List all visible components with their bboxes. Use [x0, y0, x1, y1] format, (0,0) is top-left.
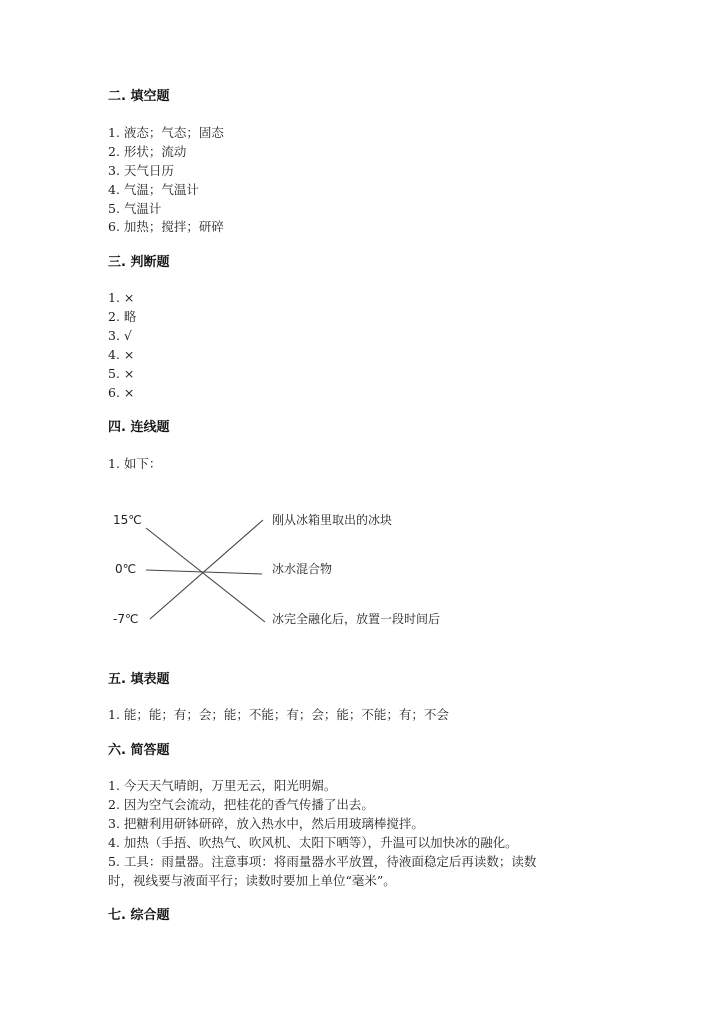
matching-diagram	[100, 500, 480, 640]
answer-line: 6. 加热；搅拌；研碎	[108, 219, 224, 234]
answer-line: 6. ×	[108, 385, 135, 400]
answer-line: 4. 加热（手捂、吹热气、吹风机、太阳下晒等），升温可以加快冰的融化。	[108, 835, 518, 850]
answer-line: 3. 把糖利用研钵研碎，放入热水中，然后用玻璃棒搅拌。	[108, 816, 424, 831]
answer-line: 1. 能；能；有；会；能；不能；有；会；能；不能；有；不会	[108, 707, 449, 722]
answer-line: 2. 因为空气会流动，把桂花的香气传播了出去。	[108, 797, 374, 812]
answer-line: 时，视线要与液面平行；读数时要加上单位“毫米”。	[108, 873, 396, 888]
answer-line: 5. 工具：雨量器。注意事项：将雨量器水平放置，待液面稳定后再读数；读数	[108, 854, 537, 869]
answer-line: 3. 天气日历	[108, 163, 174, 178]
answer-line: 5. ×	[108, 366, 135, 381]
left-label-15c: 15℃	[113, 513, 142, 527]
answer-line: 1. 今天天气晴朗，万里无云，阳光明媚。	[108, 778, 337, 793]
answer-line: 2. 略	[108, 309, 137, 324]
section-title-table-fill: 五. 填表题	[108, 672, 170, 687]
answer-line: 2. 形状；流动	[108, 144, 187, 159]
answer-line: 5. 气温计	[108, 201, 162, 216]
section-title-short-answer: 六. 简答题	[108, 743, 170, 758]
right-label-ice-water-mixture: 冰水混合物	[272, 562, 333, 576]
answer-line: 1. ×	[108, 290, 135, 305]
answer-line: 3. √	[108, 328, 132, 343]
section-title-matching: 四. 连线题	[108, 420, 170, 435]
match-line-15c	[146, 528, 265, 622]
match-line-minus7c	[150, 520, 263, 619]
section-title-fill-blank: 二. 填空题	[108, 89, 170, 104]
right-label-ice-melted: 冰完全融化后，放置一段时间后	[272, 612, 441, 626]
answer-line: 1. 液态；气态；固态	[108, 125, 224, 140]
answer-line: 1. 如下：	[108, 456, 162, 471]
answer-line: 4. ×	[108, 347, 135, 362]
right-label-ice-from-fridge: 刚从冰箱里取出的冰块	[272, 513, 393, 527]
left-label-0c: 0℃	[115, 562, 137, 576]
section-title-judge: 三. 判断题	[108, 255, 170, 270]
answer-line: 4. 气温；气温计	[108, 182, 199, 197]
left-label-minus7c: -7℃	[113, 612, 139, 626]
section-title-comprehensive: 七. 综合题	[108, 908, 170, 923]
